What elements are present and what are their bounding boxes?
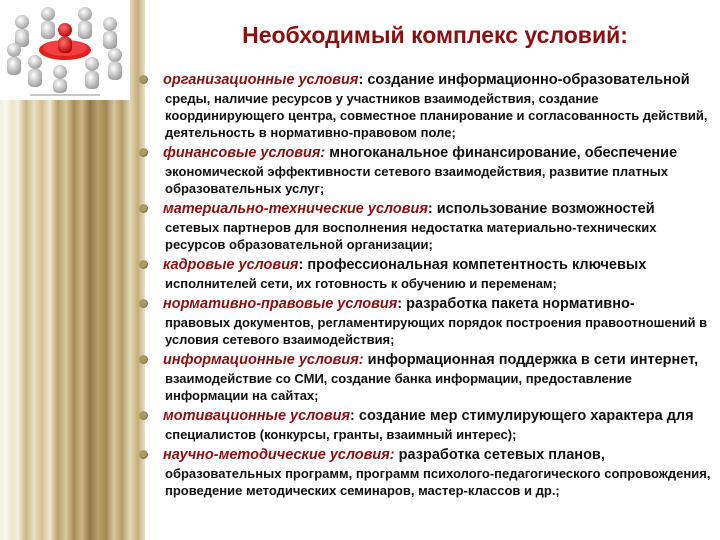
bullet-icon (139, 75, 148, 84)
item-term: организационные условия (163, 72, 359, 88)
item-description-first: создание информационно-образовательной (363, 72, 690, 88)
list-item (135, 144, 715, 197)
item-description-first: использование возможностей (432, 201, 655, 217)
item-description: сетевых партнеров для восполнения недостатка материально-технических ресурсов образовательной организации; (165, 220, 657, 252)
bullet-icon (139, 411, 148, 420)
item-description: специалистов (конкурсы, гранты, взаимный интерес); (165, 427, 517, 442)
bullet-icon (139, 299, 148, 308)
item-description-first: информационная поддержка в сети интернет, (363, 352, 699, 368)
item-description: исполнителей сети, их готовность к обучению и переменам; (165, 276, 557, 291)
bullet-icon (139, 204, 148, 213)
list-item (135, 446, 715, 499)
bullet-icon (139, 260, 148, 269)
item-term: мотивационные условия (163, 408, 351, 424)
item-description-first: разработка сетевых планов, (394, 447, 605, 463)
bullet-icon (139, 450, 148, 459)
list-item: материально-технические условия: использование возможностей сетевых партнеров для восполнения недостатка материально-технических ресурсов образовательной организации; (135, 200, 715, 253)
item-term: финансовые условия: (163, 145, 326, 161)
item-description: правовых документов, регламентирующих порядок построения правоотношений в условия сетевого взаимодействия; (165, 315, 708, 347)
list-item: нормативно-правовые условия: разработка пакета нормативно- правовых документов, регламентирующих порядок построения правоотношений в условия сетевого взаимодействия; (135, 295, 715, 348)
item-description: экономической эффективности сетевого взаимодействия, развитие платных образовательных услуг; (165, 164, 668, 196)
list-item (135, 351, 715, 404)
item-description-first: разработка пакета нормативно- (402, 296, 635, 312)
item-description: образовательных программ, программ психолого-педагогического сопровождения, проведение методических семинаров, мастер-классов и др.; (165, 466, 711, 498)
item-term: материально-технические условия (163, 201, 428, 217)
conditions-list (135, 71, 715, 499)
item-term: информационные условия: (163, 352, 364, 368)
list-item: организационные условия: создание информационно-образовательной среды, наличие ресурсов у участников взаимодействия, создание координирующего центра, совместное планирование и согласованность действий, деятельность в нормативно-правовом поле; (135, 71, 715, 141)
item-term: научно-методические условия: (163, 447, 395, 463)
item-term: кадровые условия (163, 257, 299, 273)
item-description-first: создание мер стимулирующего характера для (354, 408, 694, 424)
item-description-first: профессиональная компетентность ключевых (303, 257, 647, 273)
list-item: кадровые условия: профессиональная компетентность ключевых исполнителей сети, их готовность к обучению и переменам; (135, 256, 715, 292)
bullet-icon (139, 148, 148, 157)
slide-title: Необходимый комплекс условий: (242, 22, 628, 48)
logo-caption-line (30, 94, 100, 96)
item-term: нормативно-правовые условия (163, 296, 398, 312)
list-item: мотивационные условия: создание мер стимулирующего характера для специалистов (конкурсы, гранты, взаимный интерес); (135, 407, 715, 443)
people-network-icon (0, 0, 130, 100)
bullet-icon (139, 355, 148, 364)
item-description: среды, наличие ресурсов у участников взаимодействия, создание координирующего центра, совместное планирование и согласованность действий, деятельность в нормативно-правовом поле; (165, 91, 708, 140)
item-description: взаимодействие со СМИ, создание банка информации, предоставление информации на сайтах; (165, 371, 632, 403)
item-description-first: многоканальное финансирование, обеспечение (325, 145, 678, 161)
people-network-logo (0, 0, 130, 100)
